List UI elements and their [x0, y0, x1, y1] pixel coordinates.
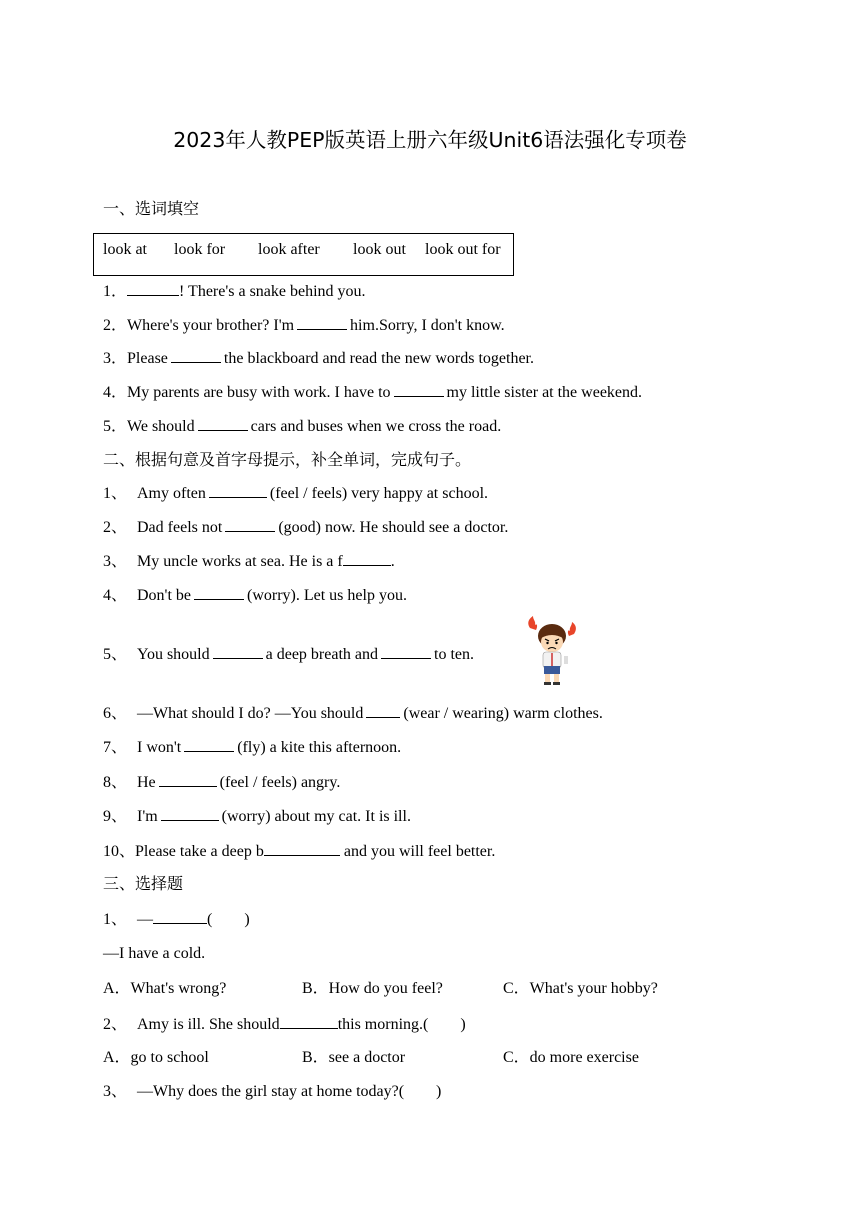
question-text: this morning.( ) — [337, 1016, 466, 1033]
question-text: him.Sorry, I don't know. — [350, 317, 505, 334]
s2-question-8 — [103, 772, 340, 793]
s3-q1-dialogue: —I have a cold. — [103, 945, 206, 962]
s1-question-3 — [103, 348, 534, 369]
s2-question-10 — [103, 841, 495, 862]
question-text: He — [137, 774, 156, 791]
question-number: 5、 — [103, 646, 128, 663]
s2-question-6 — [103, 703, 603, 724]
answer-blank[interactable] — [225, 517, 275, 532]
question-text: cars and buses when we cross the road. — [250, 418, 502, 435]
s2-question-3 — [103, 551, 395, 572]
question-number: 10、 — [103, 843, 136, 860]
s3-question-3 — [103, 1082, 441, 1102]
question-text: (worry) about my cat. It is ill. — [221, 808, 411, 825]
question-text: Dad feels not — [137, 519, 223, 536]
s1-question-2 — [103, 315, 505, 336]
question-text: I won't — [137, 739, 182, 756]
question-text: — — [137, 911, 153, 928]
answer-blank[interactable] — [280, 1014, 338, 1029]
option-b[interactable]: B．How do you feel? — [302, 980, 443, 997]
answer-blank[interactable] — [343, 551, 391, 566]
word-bank-box — [93, 233, 514, 276]
s2-question-2 — [103, 517, 508, 538]
question-text: my little sister at the weekend. — [446, 384, 643, 401]
question-text: Don't be — [137, 587, 191, 604]
section-2-heading: 二、根据句意及首字母提示，补全单词，完成句子。 — [103, 450, 472, 469]
s1-question-4 — [103, 382, 642, 403]
answer-blank[interactable] — [264, 841, 340, 856]
question-text: My uncle works at sea. He is a f — [137, 553, 343, 570]
question-text: You should — [137, 646, 210, 663]
answer-blank[interactable] — [209, 483, 267, 498]
question-number: 3、 — [103, 1083, 128, 1100]
s1-question-1 — [103, 281, 366, 302]
question-number: 2． — [103, 317, 128, 334]
section-1-heading: 一、选词填空 — [103, 199, 200, 218]
question-text: to ten. — [434, 646, 475, 663]
s2-question-4 — [103, 585, 407, 606]
s3-question-1 — [103, 909, 250, 930]
question-number: 8、 — [103, 774, 128, 791]
answer-paren[interactable]: ( ) — [207, 911, 250, 928]
question-text: —Why does the girl stay at home today?( ) — [137, 1083, 442, 1100]
question-number: 1、 — [103, 911, 128, 928]
question-number: 5． — [103, 418, 128, 435]
answer-blank[interactable] — [366, 703, 400, 718]
question-number: 1． — [103, 283, 128, 300]
word-bank-item: look at — [103, 241, 147, 258]
question-text: We should — [127, 418, 195, 435]
question-number: 4、 — [103, 587, 128, 604]
s2-question-1 — [103, 483, 488, 504]
answer-blank[interactable] — [171, 348, 221, 363]
question-number: 9、 — [103, 808, 128, 825]
question-text: ! There's a snake behind you. — [179, 283, 366, 300]
s2-question-7 — [103, 737, 401, 758]
answer-blank[interactable] — [198, 416, 248, 431]
s2-question-9 — [103, 806, 411, 827]
question-number: 4． — [103, 384, 128, 401]
question-number: 2、 — [103, 1016, 128, 1033]
word-bank-item: look out for — [425, 241, 501, 258]
answer-blank[interactable] — [381, 644, 431, 659]
question-text: Amy is ill. She should — [137, 1016, 280, 1033]
question-text: and you will feel better. — [343, 843, 496, 860]
answer-blank[interactable] — [159, 772, 217, 787]
angry-boy-cartoon-icon — [524, 616, 580, 688]
answer-blank[interactable] — [213, 644, 263, 659]
question-text: . — [390, 553, 395, 570]
option-c[interactable]: C．What's your hobby? — [503, 980, 658, 997]
section-3-heading: 三、选择题 — [103, 874, 184, 893]
option-c[interactable]: C．do more exercise — [503, 1049, 639, 1066]
question-number: 3、 — [103, 553, 128, 570]
s1-question-5 — [103, 416, 501, 437]
answer-blank[interactable] — [184, 737, 234, 752]
question-text: (fly) a kite this afternoon. — [237, 739, 402, 756]
question-text: Where's your brother? I'm — [127, 317, 295, 334]
question-text: Amy often — [137, 485, 206, 502]
answer-blank[interactable] — [161, 806, 219, 821]
option-a[interactable]: A．go to school — [103, 1049, 209, 1066]
question-number: 7、 — [103, 739, 128, 756]
question-text: My parents are busy with work. I have to — [127, 384, 391, 401]
page-title: 2023年人教PEP版英语上册六年级Unit6语法强化专项卷 — [173, 128, 687, 152]
question-text: Please take a deep b — [135, 843, 264, 860]
s3-question-2 — [103, 1014, 466, 1035]
question-number: 2、 — [103, 519, 128, 536]
question-number: 1、 — [103, 485, 128, 502]
answer-blank[interactable] — [127, 281, 179, 296]
word-bank-item: look after — [258, 241, 320, 258]
question-text: (wear / wearing) warm clothes. — [403, 705, 603, 722]
question-text: I'm — [137, 808, 158, 825]
answer-blank[interactable] — [297, 315, 347, 330]
answer-blank[interactable] — [394, 382, 444, 397]
answer-blank[interactable] — [153, 909, 207, 924]
answer-blank[interactable] — [194, 585, 244, 600]
word-bank-item: look for — [174, 241, 226, 258]
question-text: Please — [127, 350, 168, 367]
question-text: (good) now. He should see a doctor. — [278, 519, 509, 536]
question-number: 6、 — [103, 705, 128, 722]
question-text: (feel / feels) angry. — [219, 774, 341, 791]
question-text: (worry). Let us help you. — [246, 587, 407, 604]
question-text: the blackboard and read the new words together. — [223, 350, 534, 367]
question-number: 3． — [103, 350, 128, 367]
question-text: —What should I do? —You should — [137, 705, 364, 722]
s2-question-5 — [103, 644, 474, 665]
option-a[interactable]: A．What's wrong? — [103, 980, 227, 997]
question-text: a deep breath and — [265, 646, 379, 663]
question-text: (feel / feels) very happy at school. — [269, 485, 489, 502]
option-b[interactable]: B．see a doctor — [302, 1049, 406, 1066]
word-bank-item: look out — [353, 241, 406, 258]
